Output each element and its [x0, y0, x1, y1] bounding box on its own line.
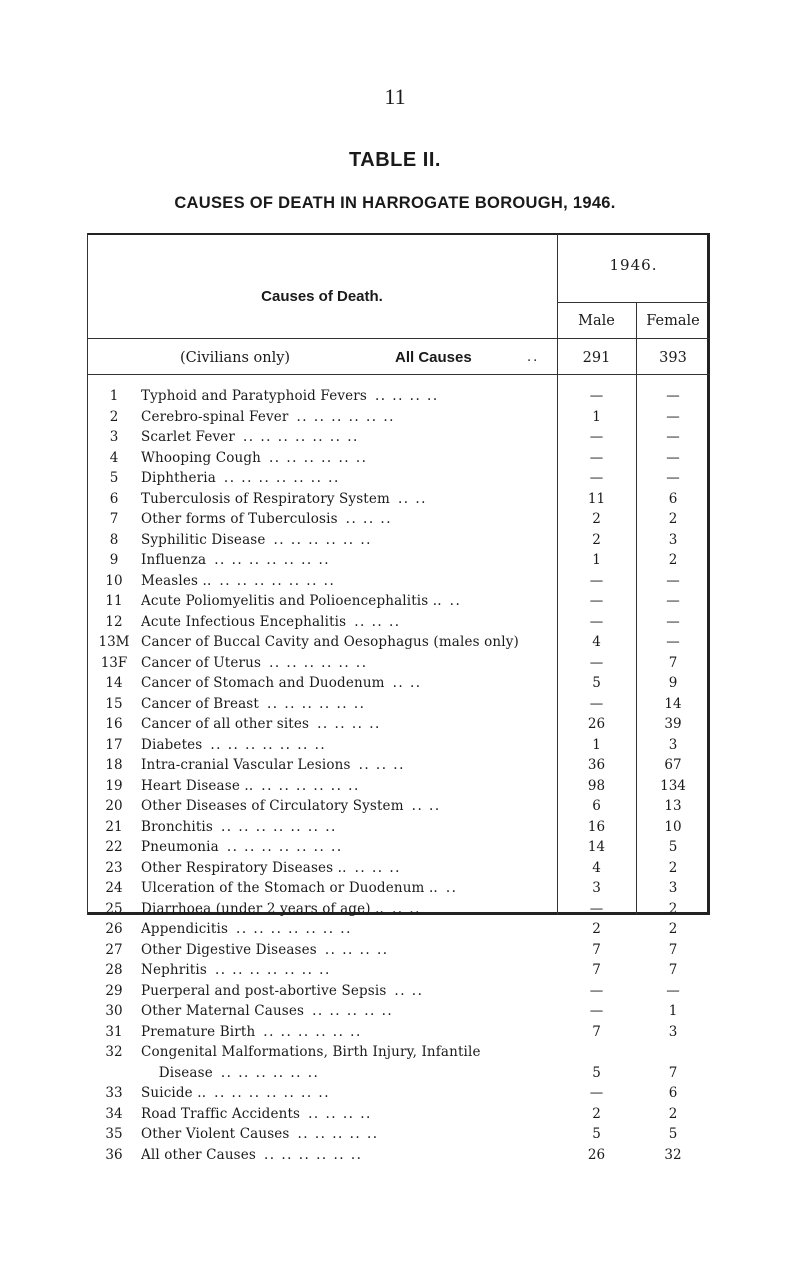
totals-male: 291	[582, 350, 611, 366]
row-female-count: 14	[664, 695, 682, 712]
header-male: Male	[578, 313, 615, 329]
row-female-count: —	[666, 449, 680, 466]
row-cause-label: Cerebro-spinal Fever	[141, 408, 289, 425]
row-cause	[141, 694, 555, 714]
row-female-count: —	[666, 408, 680, 425]
row-number: 15	[105, 695, 123, 712]
row-cause-label: Cancer of Stomach and Duodenum	[141, 675, 385, 691]
row-male-count: 2	[592, 921, 601, 937]
row-female-count: —	[666, 429, 680, 445]
row-female-count: —	[666, 634, 680, 650]
row-female-count: 5	[668, 1126, 678, 1142]
table-row	[0, 1063, 800, 1083]
row-cause	[141, 960, 555, 980]
table-row	[0, 530, 800, 550]
row-cause	[141, 940, 555, 960]
row-cause	[141, 1022, 555, 1042]
row-cause-label: Whooping Cough	[141, 449, 262, 466]
row-cause	[141, 1063, 555, 1083]
row-female-count: 6	[668, 490, 678, 507]
row-cause-dots: .. .. .. .. ..	[297, 1126, 379, 1142]
row-cause-label: Pneumonia	[141, 839, 219, 855]
row-male-count: 2	[592, 531, 601, 548]
row-cause-dots: .. .. .. .. .. .. ..	[214, 962, 331, 978]
table-row	[0, 960, 800, 980]
row-number: 12	[105, 613, 123, 630]
row-cause	[141, 858, 555, 878]
row-male-count: —	[589, 695, 604, 712]
row-cause	[141, 653, 555, 673]
row-cause	[141, 1104, 555, 1124]
table-subtitle: CAUSES OF DEATH IN HARROGATE BOROUGH, 1946.	[174, 194, 616, 212]
row-female-count: 9	[668, 675, 678, 691]
row-cause	[141, 714, 555, 734]
row-cause	[141, 509, 555, 529]
row-male-count: —	[589, 1085, 604, 1101]
row-number: 24	[105, 880, 123, 896]
table-row	[0, 1001, 800, 1021]
row-cause-dots: .. .. .. .. ..	[312, 1003, 394, 1019]
row-male-count: —	[589, 388, 604, 404]
table-row	[0, 694, 800, 714]
row-cause-label: Other Violent Causes	[141, 1126, 290, 1142]
row-cause-label: Typhoid and Paratyphoid Fevers	[141, 388, 367, 404]
row-cause-label: Diabetes	[141, 736, 203, 753]
row-cause-dots: .. .. .. .. .. .. ..	[219, 572, 336, 589]
row-cause-dots: .. .. .. .. .. ..	[269, 449, 368, 466]
totals-dots: ..	[527, 350, 540, 365]
table-row	[0, 427, 800, 447]
row-male-count: 7	[592, 962, 601, 978]
row-number: 32	[105, 1044, 123, 1060]
row-cause-label: Other forms of Tuberculosis	[141, 511, 338, 527]
row-cause	[141, 1145, 555, 1165]
row-cause	[141, 919, 555, 939]
row-male-count: —	[589, 1003, 604, 1019]
row-number: 22	[105, 839, 123, 855]
row-male-count: 3	[592, 880, 601, 896]
row-number: 31	[105, 1023, 123, 1040]
table-row	[0, 632, 800, 652]
row-cause-label: Syphilitic Disease	[141, 531, 266, 548]
row-cause-dots: .. ..	[411, 798, 441, 814]
row-cause-dots: .. .. .. .. .. .. ..	[236, 921, 352, 937]
row-cause-label: Other Maternal Causes	[141, 1003, 305, 1019]
row-number: 10	[105, 572, 123, 589]
table-row	[0, 735, 800, 755]
row-female-count: 134	[660, 777, 686, 794]
row-cause-dots: .. .. .. .. .. .. ..	[220, 818, 337, 835]
table-row	[0, 796, 800, 816]
row-number: 6	[109, 490, 119, 507]
table-row	[0, 940, 800, 960]
row-female-count: —	[666, 388, 680, 404]
table-row	[0, 489, 800, 509]
row-cause-dots: .. ..	[397, 490, 427, 507]
totals-all-causes: All Causes	[395, 349, 472, 366]
table-row	[0, 858, 800, 878]
row-cause-label: Puerperal and post-abortive Sepsis	[141, 982, 387, 999]
row-number: 11	[105, 593, 123, 609]
row-male-count: —	[589, 572, 604, 589]
table-row	[0, 919, 800, 939]
row-cause	[141, 776, 555, 796]
row-cause	[141, 571, 555, 591]
row-cause	[141, 899, 555, 919]
header-year: 1946.	[609, 256, 658, 274]
table-row	[0, 591, 800, 611]
row-male-count: 1	[592, 736, 601, 753]
row-number: 28	[105, 962, 123, 978]
table-row	[0, 1022, 800, 1042]
row-cause-dots: .. .. .. .. .. ..	[261, 777, 360, 794]
row-cause-dots: .. .. .. .. .. ..	[220, 1064, 320, 1081]
row-cause	[141, 796, 555, 816]
row-female-count: 3	[668, 736, 678, 753]
row-cause-label: Nephritis	[141, 962, 207, 978]
row-cause	[141, 1083, 555, 1103]
table-row	[0, 1124, 800, 1144]
row-male-count: 1	[592, 408, 601, 425]
row-cause-dots: .. .. .. .. .. ..	[263, 1146, 363, 1163]
row-male-count: 2	[592, 1105, 601, 1122]
row-male-count: 7	[592, 1023, 601, 1040]
row-number: 3	[109, 429, 119, 445]
row-cause-dots: .. .. .. ..	[324, 941, 389, 958]
row-cause-label: All other Causes	[141, 1146, 256, 1163]
row-number: 9	[109, 552, 119, 568]
row-cause	[141, 837, 555, 857]
row-cause	[141, 1042, 555, 1062]
row-male-count: 4	[592, 634, 601, 650]
table-row	[0, 612, 800, 632]
row-number: 21	[105, 818, 123, 835]
table-row	[0, 653, 800, 673]
row-cause-label: Intra-cranial Vascular Lesions	[141, 757, 351, 773]
row-cause	[141, 591, 555, 611]
table-row	[0, 1083, 800, 1103]
table-row	[0, 386, 800, 406]
row-number: 27	[105, 941, 123, 958]
row-male-count: 5	[592, 1064, 601, 1081]
row-number: 1	[109, 388, 119, 404]
row-number: 4	[109, 449, 119, 466]
table-row	[0, 1145, 800, 1165]
row-cause-dots: ..	[449, 593, 462, 609]
row-male-count: 1	[592, 552, 601, 568]
row-number: 30	[105, 1003, 123, 1019]
table-row	[0, 878, 800, 898]
row-cause	[141, 817, 555, 837]
row-female-count: 7	[668, 962, 678, 978]
row-cause-dots: .. .. ..	[354, 613, 401, 630]
row-cause	[141, 878, 555, 898]
row-number: 25	[105, 900, 123, 917]
row-male-count: —	[589, 982, 604, 999]
row-female-count: 2	[668, 552, 678, 568]
row-cause	[141, 673, 555, 693]
row-cause	[141, 489, 555, 509]
row-cause-dots: .. .. ..	[354, 859, 401, 876]
row-female-count: 67	[664, 757, 682, 773]
row-cause-dots: .. .. .. ..	[317, 716, 381, 732]
row-number: 23	[105, 859, 123, 876]
row-cause	[141, 550, 555, 570]
row-cause-dots: ..	[445, 880, 458, 896]
row-male-count: —	[589, 449, 604, 466]
row-cause	[141, 448, 555, 468]
row-cause	[141, 1001, 555, 1021]
row-female-count: 2	[668, 921, 678, 937]
row-female-count: 3	[668, 1023, 678, 1040]
row-cause-dots: .. .. .. .. .. ..	[273, 531, 372, 548]
totals-female: 393	[659, 350, 687, 366]
row-female-count: 7	[668, 941, 678, 958]
row-number: 19	[105, 777, 123, 794]
row-cause-dots: .. .. .. .. .. ..	[269, 654, 368, 671]
table-row	[0, 509, 800, 529]
row-cause-label: Premature Birth	[141, 1023, 256, 1040]
row-cause	[141, 468, 555, 488]
row-male-count: 16	[587, 818, 606, 835]
row-cause-dots: .. .. .. ..	[308, 1105, 372, 1122]
row-cause-dots: .. .. ..	[345, 511, 392, 527]
row-cause-dots: .. .. .. .. .. ..	[263, 1023, 362, 1040]
row-female-count: 32	[664, 1146, 682, 1163]
row-cause-label: Ulceration of the Stomach or Duodenum ..	[141, 880, 438, 896]
table-row	[0, 1104, 800, 1124]
row-cause-label: Congenital Malformations, Birth Injury, Infantile	[141, 1044, 481, 1060]
row-cause-label: Bronchitis	[141, 818, 213, 835]
row-number: 18	[105, 757, 123, 773]
row-number: 33	[105, 1085, 123, 1101]
row-female-count: 2	[668, 1105, 678, 1122]
row-number: 26	[105, 921, 123, 937]
row-male-count: —	[589, 429, 604, 445]
table-row	[0, 571, 800, 591]
row-cause-label: Acute Infectious Encephalitis	[141, 613, 347, 630]
row-cause-dots: .. ..	[394, 982, 424, 999]
row-female-count: 7	[668, 1064, 678, 1081]
row-cause-label: Diarrhoea (under 2 years of age) ..	[141, 900, 384, 917]
row-male-count: 11	[587, 490, 606, 507]
row-number: 36	[105, 1146, 123, 1163]
row-cause-dots: .. .. .. .. .. .. ..	[223, 470, 340, 486]
row-male-count: 5	[592, 675, 601, 691]
row-cause-label: Acute Poliomyelitis and Polioencephalitis ..	[141, 593, 442, 609]
row-cause-label: Suicide ..	[141, 1085, 207, 1101]
row-cause	[141, 530, 555, 550]
table-row	[0, 755, 800, 775]
row-cause-label: Disease	[141, 1064, 213, 1081]
row-number: 17	[105, 736, 123, 753]
row-cause-dots: .. .. .. .. .. .. ..	[242, 429, 359, 445]
row-cause-label: Cancer of Uterus	[141, 654, 262, 671]
table-row	[0, 837, 800, 857]
row-cause-dots: .. .. ..	[358, 757, 405, 773]
table-row	[0, 981, 800, 1001]
row-cause	[141, 981, 555, 1001]
row-male-count: —	[589, 470, 604, 486]
rule-header-bottom	[87, 338, 710, 339]
row-male-count: 7	[592, 941, 601, 958]
row-female-count: 1	[668, 1003, 678, 1019]
table-row	[0, 407, 800, 427]
header-female: Female	[646, 313, 700, 329]
row-cause-label: Other Respiratory Diseases ..	[141, 859, 347, 876]
row-male-count: 4	[592, 859, 601, 876]
row-cause-dots: .. .. .. .. .. ..	[266, 695, 366, 712]
row-male-count: 98	[587, 777, 606, 794]
totals-label: (Civilians only)	[180, 350, 291, 366]
row-female-count: —	[666, 982, 680, 999]
row-cause-label: Influenza	[141, 552, 207, 568]
row-female-count: 2	[668, 900, 678, 917]
row-cause	[141, 407, 555, 427]
table-row	[0, 550, 800, 570]
row-cause	[141, 427, 555, 447]
row-number: 7	[109, 511, 119, 527]
table-row	[0, 673, 800, 693]
table-row	[0, 776, 800, 796]
row-female-count: 10	[664, 818, 682, 835]
row-cause	[141, 632, 555, 652]
row-cause-label: Road Traffic Accidents	[141, 1105, 301, 1122]
row-cause-dots: .. .. .. .. .. .. ..	[214, 552, 331, 568]
row-number: 8	[109, 531, 119, 548]
rule-totals-bottom	[87, 374, 710, 375]
row-number: 5	[109, 470, 119, 486]
row-cause-label: Measles ..	[141, 572, 212, 589]
row-cause-label: Diphtheria	[141, 470, 216, 486]
row-number: 34	[105, 1105, 123, 1122]
row-female-count: —	[666, 572, 680, 589]
row-female-count: 7	[668, 654, 678, 671]
row-female-count: —	[666, 470, 680, 486]
row-female-count: —	[666, 613, 680, 630]
row-female-count: 13	[664, 798, 682, 814]
row-male-count: —	[589, 613, 604, 630]
row-cause-label: Tuberculosis of Respiratory System	[141, 490, 390, 507]
row-number: 20	[105, 798, 123, 814]
row-male-count: —	[589, 900, 604, 917]
table-row	[0, 817, 800, 837]
row-male-count: 5	[592, 1126, 601, 1142]
page-number: 11	[384, 84, 406, 109]
row-cause	[141, 1124, 555, 1144]
row-female-count: 6	[668, 1085, 678, 1101]
row-male-count: 36	[587, 757, 606, 773]
row-cause	[141, 612, 555, 632]
row-male-count: —	[589, 593, 604, 609]
row-female-count: 2	[668, 511, 678, 527]
row-cause-dots: .. .. .. .. .. .. ..	[214, 1085, 330, 1101]
table-row	[0, 899, 800, 919]
row-cause	[141, 386, 555, 406]
row-number: 13M	[98, 634, 130, 650]
row-cause-dots: .. .. .. .. .. .. ..	[226, 839, 343, 855]
row-cause-dots: .. .. .. ..	[374, 388, 439, 404]
row-female-count: 5	[668, 839, 678, 855]
row-cause-label: Scarlet Fever	[141, 429, 235, 445]
row-female-count: 2	[668, 859, 678, 876]
rule-year-under	[557, 302, 710, 303]
table-row	[0, 448, 800, 468]
row-cause	[141, 755, 555, 775]
row-cause-label: Cancer of Buccal Cavity and Oesophagus (males only)	[141, 634, 519, 650]
table-row	[0, 1042, 800, 1062]
row-cause-dots: .. ..	[391, 900, 421, 917]
row-female-count: 39	[664, 716, 682, 732]
row-cause	[141, 735, 555, 755]
row-cause-dots: .. ..	[392, 675, 422, 691]
row-number: 35	[105, 1126, 123, 1142]
row-male-count: 26	[587, 1146, 606, 1163]
row-male-count: 14	[587, 839, 606, 855]
row-cause-dots: .. .. .. .. .. .. ..	[210, 736, 327, 753]
row-female-count: —	[666, 593, 680, 609]
row-male-count: 26	[587, 716, 606, 732]
row-cause-label: Other Digestive Diseases	[141, 941, 317, 958]
row-number: 13F	[100, 654, 128, 671]
table-title: TABLE II.	[349, 149, 441, 171]
row-female-count: 3	[668, 531, 678, 548]
row-female-count: 3	[668, 880, 678, 896]
row-cause-label: Cancer of Breast	[141, 695, 259, 712]
row-male-count: 2	[592, 511, 601, 527]
row-cause-label: Other Diseases of Circulatory System	[141, 798, 404, 814]
row-male-count: —	[589, 654, 604, 671]
row-cause-label: Heart Disease ..	[141, 777, 254, 794]
row-cause-label: Appendicitis	[141, 921, 229, 937]
row-number: 29	[105, 982, 123, 999]
table-row	[0, 714, 800, 734]
header-causes-of-death: Causes of Death.	[261, 288, 383, 305]
row-number: 16	[105, 716, 123, 732]
table-row	[0, 468, 800, 488]
row-male-count: 6	[592, 798, 601, 814]
row-number: 2	[109, 408, 119, 425]
row-number: 14	[105, 675, 123, 691]
row-cause-label: Cancer of all other sites	[141, 716, 310, 732]
row-cause-dots: .. .. .. .. .. ..	[296, 408, 395, 425]
